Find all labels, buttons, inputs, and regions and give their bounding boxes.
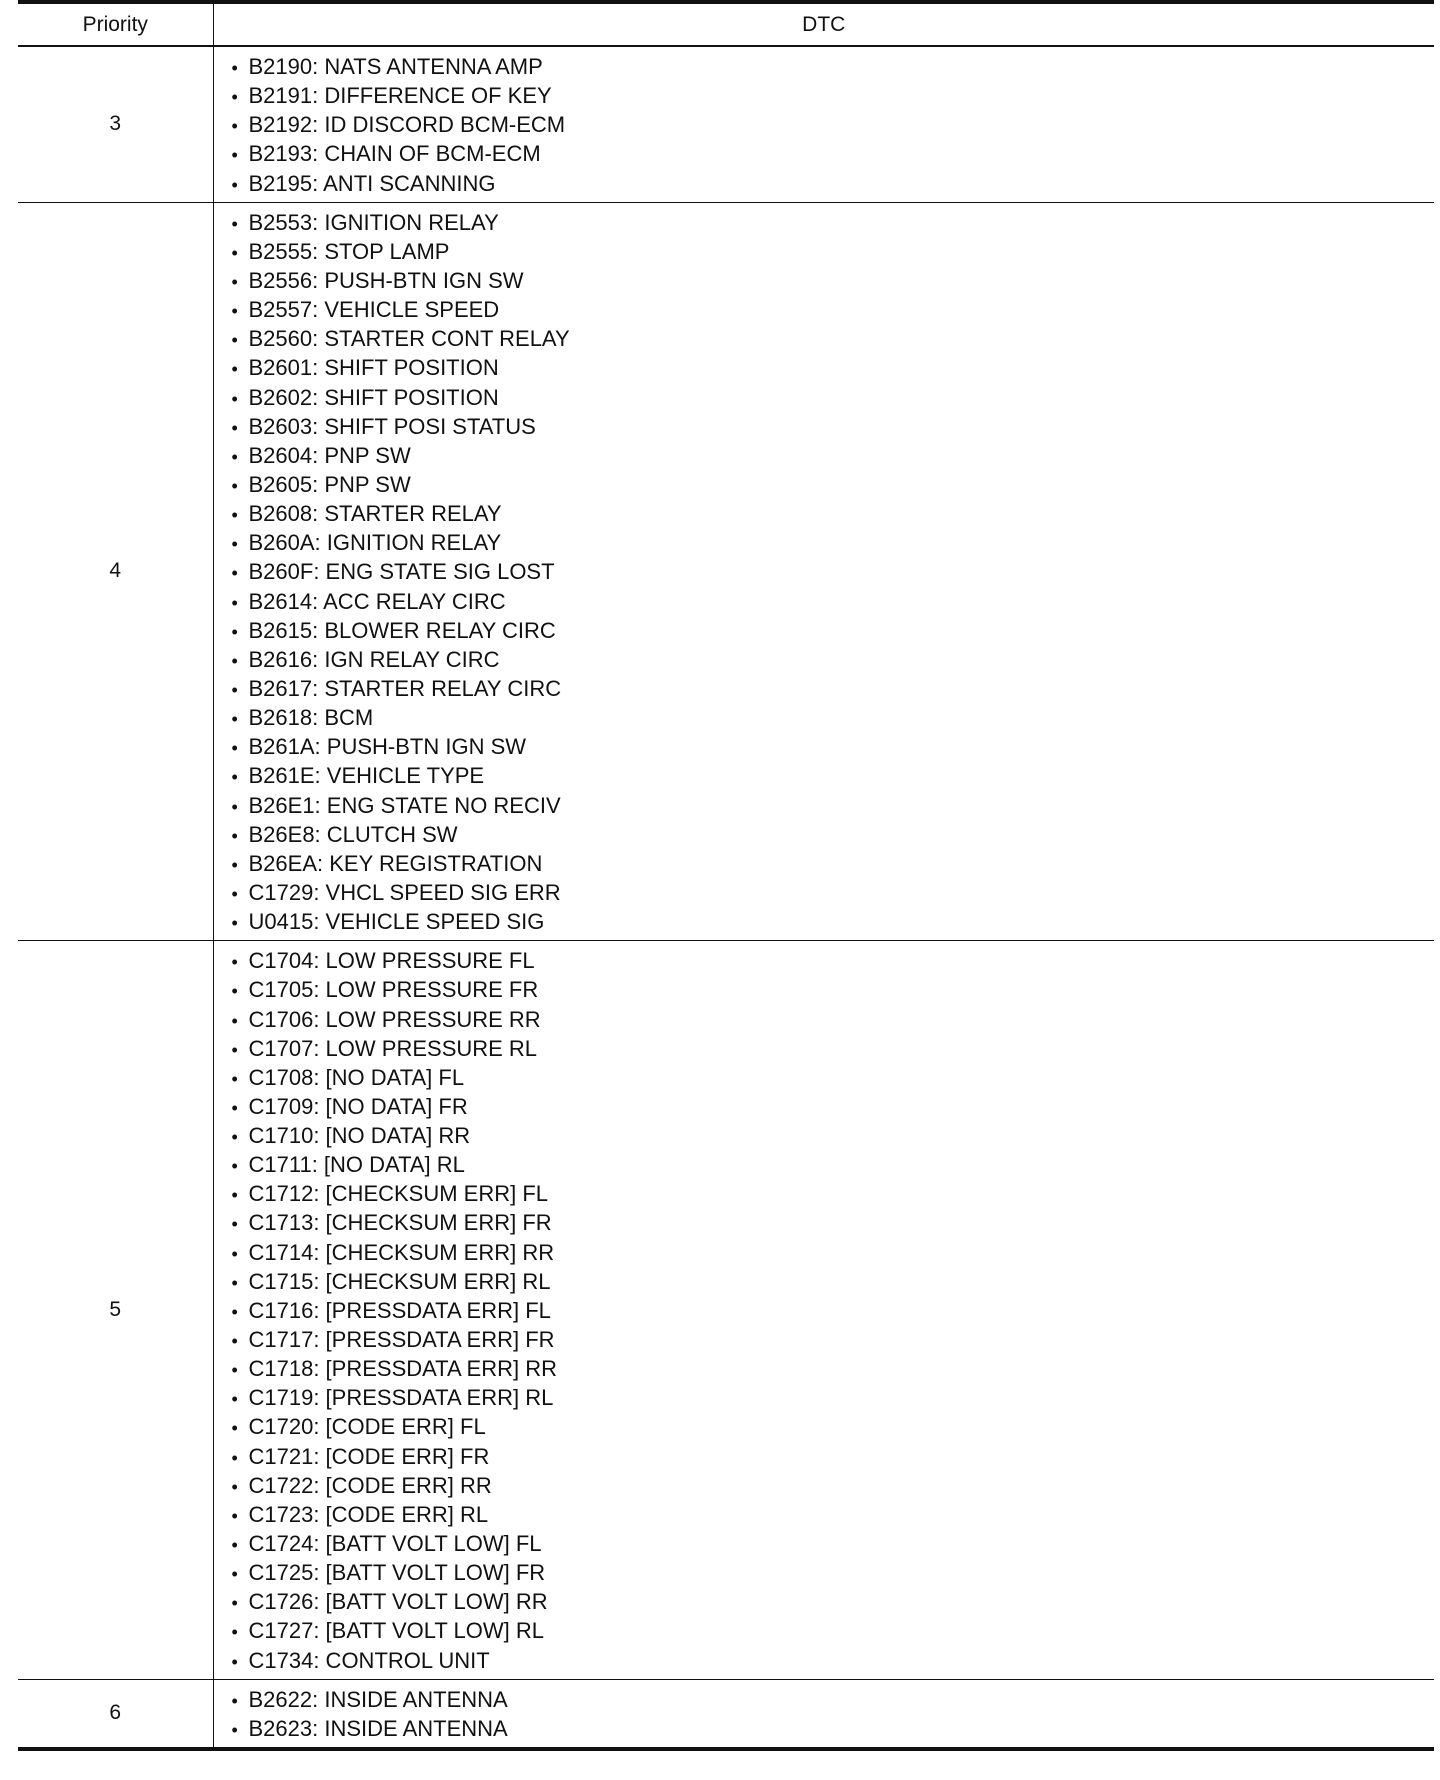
- dtc-list-item: • B2617: STARTER RELAY CIRC: [232, 674, 1435, 703]
- dtc-list-item: • B2190: NATS ANTENNA AMP: [232, 52, 1435, 81]
- dtc-priority-sheet: [18, 0, 1434, 1751]
- dtc-column-header: DTC: [213, 2, 1434, 46]
- dtc-list-item: • B26E8: CLUTCH SW: [232, 820, 1435, 849]
- dtc-list-item: • C1729: VHCL SPEED SIG ERR: [232, 878, 1435, 907]
- dtc-list-item: • C1710: [NO DATA] RR: [232, 1121, 1435, 1150]
- dtc-list-item: • B2557: VEHICLE SPEED: [232, 295, 1435, 324]
- dtc-list-item: • C1715: [CHECKSUM ERR] RL: [232, 1267, 1435, 1296]
- table-row: [18, 941, 1434, 1680]
- table-body: [18, 46, 1434, 1749]
- dtc-list-item: • C1719: [PRESSDATA ERR] RL: [232, 1383, 1435, 1412]
- dtc-list-item: • B2602: SHIFT POSITION: [232, 383, 1435, 412]
- dtc-list: [214, 52, 1435, 198]
- table-row: [18, 46, 1434, 202]
- dtc-list-item: • C1720: [CODE ERR] FL: [232, 1412, 1435, 1441]
- dtc-list-item: • C1717: [PRESSDATA ERR] FR: [232, 1325, 1435, 1354]
- dtc-cell: [213, 46, 1434, 202]
- dtc-list-item: • C1705: LOW PRESSURE FR: [232, 975, 1435, 1004]
- dtc-list-item: • B2604: PNP SW: [232, 441, 1435, 470]
- dtc-list-item: • C1718: [PRESSDATA ERR] RR: [232, 1354, 1435, 1383]
- dtc-list-item: • U0415: VEHICLE SPEED SIG: [232, 907, 1435, 936]
- dtc-list-item: • B2605: PNP SW: [232, 470, 1435, 499]
- dtc-list-item: • B2191: DIFFERENCE OF KEY: [232, 81, 1435, 110]
- dtc-list-item: • B2193: CHAIN OF BCM-ECM: [232, 139, 1435, 168]
- dtc-list-item: • B2560: STARTER CONT RELAY: [232, 324, 1435, 353]
- dtc-list-item: • C1722: [CODE ERR] RR: [232, 1471, 1435, 1500]
- dtc-list-item: • B2623: INSIDE ANTENNA: [232, 1714, 1435, 1743]
- table-row: [18, 1679, 1434, 1749]
- dtc-list-item: • B2556: PUSH-BTN IGN SW: [232, 266, 1435, 295]
- priority-cell: 5: [18, 941, 213, 1680]
- dtc-list-item: • C1716: [PRESSDATA ERR] FL: [232, 1296, 1435, 1325]
- dtc-list-item: • B26E1: ENG STATE NO RECIV: [232, 791, 1435, 820]
- dtc-list: [214, 1685, 1435, 1743]
- dtc-list-item: • B2615: BLOWER RELAY CIRC: [232, 616, 1435, 645]
- dtc-list-item: • C1725: [BATT VOLT LOW] FR: [232, 1558, 1435, 1587]
- dtc-list: [214, 208, 1435, 937]
- priority-cell: 3: [18, 46, 213, 202]
- dtc-list-item: • C1712: [CHECKSUM ERR] FL: [232, 1179, 1435, 1208]
- dtc-list-item: • C1723: [CODE ERR] RL: [232, 1500, 1435, 1529]
- table-header-row: [18, 2, 1434, 46]
- dtc-cell: [213, 202, 1434, 941]
- dtc-list-item: • C1714: [CHECKSUM ERR] RR: [232, 1238, 1435, 1267]
- dtc-list-item: • B2553: IGNITION RELAY: [232, 208, 1435, 237]
- dtc-list-item: • B26EA: KEY REGISTRATION: [232, 849, 1435, 878]
- dtc-list-item: • B261A: PUSH-BTN IGN SW: [232, 732, 1435, 761]
- dtc-list-item: • B2555: STOP LAMP: [232, 237, 1435, 266]
- dtc-list-item: • C1721: [CODE ERR] FR: [232, 1442, 1435, 1471]
- dtc-list-item: • B2616: IGN RELAY CIRC: [232, 645, 1435, 674]
- dtc-list-item: • C1706: LOW PRESSURE RR: [232, 1005, 1435, 1034]
- priority-column-header: Priority: [18, 2, 213, 46]
- dtc-list-item: • B2601: SHIFT POSITION: [232, 353, 1435, 382]
- dtc-list-item: • C1734: CONTROL UNIT: [232, 1646, 1435, 1675]
- dtc-list-item: • B2195: ANTI SCANNING: [232, 169, 1435, 198]
- dtc-list-item: • B260F: ENG STATE SIG LOST: [232, 557, 1435, 586]
- priority-cell: 4: [18, 202, 213, 941]
- dtc-list-item: • C1726: [BATT VOLT LOW] RR: [232, 1587, 1435, 1616]
- dtc-list: [214, 946, 1435, 1675]
- dtc-list-item: • B2614: ACC RELAY CIRC: [232, 587, 1435, 616]
- dtc-priority-table: [18, 0, 1434, 1751]
- dtc-cell: [213, 1679, 1434, 1749]
- dtc-list-item: • C1708: [NO DATA] FL: [232, 1063, 1435, 1092]
- table-row: [18, 202, 1434, 941]
- dtc-cell: [213, 941, 1434, 1680]
- dtc-list-item: • B2622: INSIDE ANTENNA: [232, 1685, 1435, 1714]
- dtc-list-item: • B2603: SHIFT POSI STATUS: [232, 412, 1435, 441]
- dtc-list-item: • B260A: IGNITION RELAY: [232, 528, 1435, 557]
- dtc-list-item: • B261E: VEHICLE TYPE: [232, 761, 1435, 790]
- dtc-list-item: • C1707: LOW PRESSURE RL: [232, 1034, 1435, 1063]
- dtc-list-item: • B2608: STARTER RELAY: [232, 499, 1435, 528]
- dtc-list-item: • C1713: [CHECKSUM ERR] FR: [232, 1208, 1435, 1237]
- dtc-list-item: • C1711: [NO DATA] RL: [232, 1150, 1435, 1179]
- dtc-list-item: • B2618: BCM: [232, 703, 1435, 732]
- dtc-list-item: • C1709: [NO DATA] FR: [232, 1092, 1435, 1121]
- priority-cell: 6: [18, 1679, 213, 1749]
- dtc-list-item: • C1724: [BATT VOLT LOW] FL: [232, 1529, 1435, 1558]
- dtc-list-item: • C1727: [BATT VOLT LOW] RL: [232, 1616, 1435, 1645]
- dtc-list-item: • C1704: LOW PRESSURE FL: [232, 946, 1435, 975]
- dtc-list-item: • B2192: ID DISCORD BCM-ECM: [232, 110, 1435, 139]
